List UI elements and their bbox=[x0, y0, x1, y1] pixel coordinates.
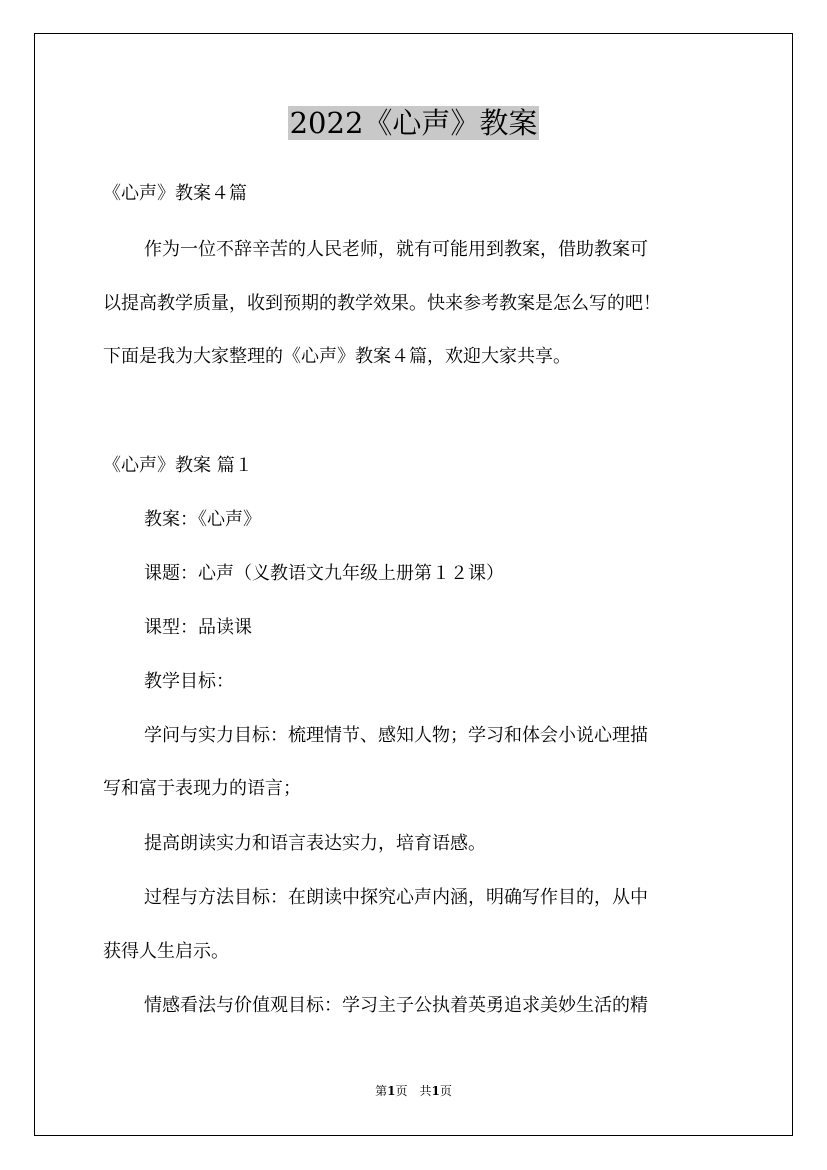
body-line: 提高朗读实力和语言表达实力，培育语感。 bbox=[144, 833, 486, 854]
body-line: 过程与方法目标：在朗读中探究心声内涵，明确写作目的，从中 bbox=[144, 887, 648, 908]
body-line: 课型：品读课 bbox=[144, 617, 252, 638]
body-line: 写和富于表现力的语言； bbox=[103, 778, 301, 799]
intro-line: 以提高教学质量，收到预期的教学效果。快来参考教案是怎么写的吧！ bbox=[103, 293, 661, 314]
page-total: 1 bbox=[431, 1084, 440, 1098]
document-subtitle: 《心声》教案４篇 bbox=[103, 183, 247, 204]
body-line: 学问与实力目标：梳理情节、感知人物；学习和体会小说心理描 bbox=[144, 725, 648, 746]
intro-line: 作为一位不辞辛苦的人民老师，就有可能用到教案，借助教案可 bbox=[144, 239, 648, 260]
body-line: 教学目标： bbox=[144, 671, 234, 692]
page-number: 1 bbox=[387, 1084, 396, 1098]
section-heading: 《心声》教案 篇１ bbox=[103, 455, 253, 476]
body-line: 教案：《心声》 bbox=[144, 509, 261, 530]
body-line: 情感看法与价值观目标：学习主子公执着英勇追求美妙生活的精 bbox=[144, 995, 648, 1016]
intro-line: 下面是我为大家整理的《心声》教案４篇，欢迎大家共享。 bbox=[103, 346, 571, 367]
body-line: 课题：心声（义教语文九年级上册第１２课） bbox=[144, 563, 504, 584]
document-title: 2022《心声》教案 bbox=[289, 106, 538, 140]
page-footer: 第1页 共1页 bbox=[375, 1084, 452, 1098]
body-line: 获得人生启示。 bbox=[103, 941, 229, 962]
